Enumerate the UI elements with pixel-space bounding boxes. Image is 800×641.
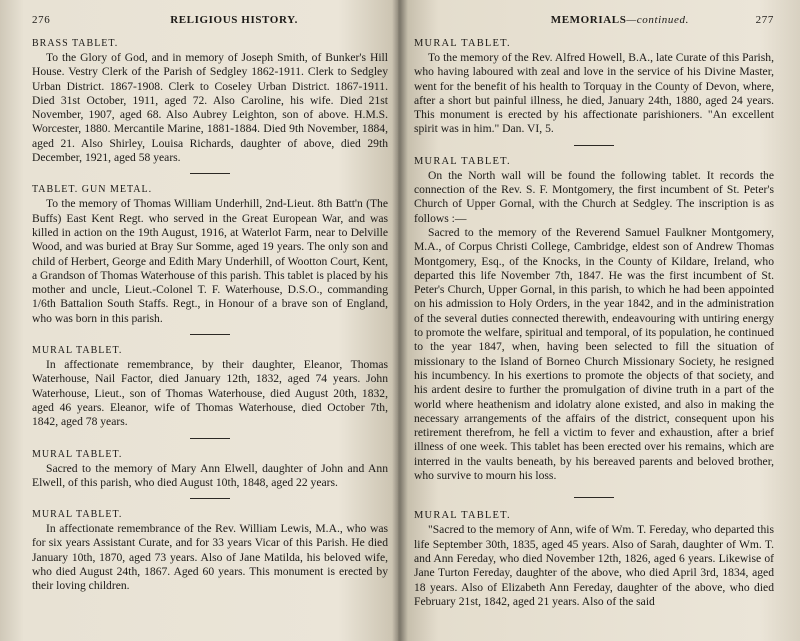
running-head-right [414,14,774,26]
section-divider [190,173,230,174]
running-head-left [32,14,388,26]
section-heading: MURAL TABLET. [32,509,123,521]
memorial-section [32,345,388,429]
running-title [551,14,689,26]
page-number: 277 [755,14,774,26]
memorial-section [32,449,388,491]
section-divider [574,145,614,146]
section-divider [190,334,230,335]
section-paragraph: On the North wall will be found the following tablet. It records the connection of the Rev. S. F. Montgomery, the first incumbent of St. Peter's Church of Upper Gornal, with the Church at Sedgley. The inscription is as follows :— [414,168,774,225]
section-paragraph: Sacred to the memory of the Reverend Samuel Faulkner Montgomery, M.A., of Corpus Christi College, Cambridge, eldest son of Andrew Thomas Montgomery, Esq., of the Knocks, in the County of Kildare, Ireland, who departed this life November 7th, 1847. He was the first incumbent of St. Peter's Church, Upper Gornal, in this parish, to which he had been appointed on his admission to Holy Orders, in the year 1842, and in the administration of the several duties connected therewith, endeavouring with untiring energy to promote the welfare, spiritual and temporal, of its population, he continued to the year 1847, when, having been selected to fill the situation of missionary to the Island of Borneo Church Missionary Society, he resigned his incumbency. In his exertions to promote the objects of that society, and his ardent desire to further the promulgation of divine truth in a part of the world where heathenism and idolatry alone existed, and also in making the necessary arrangements of the affairs of the district, consequent upon his retirement therefrom, he fell a victim to fever and exhaustion, after a brief illness of one week. This tablet has been erected over his remains, which are interred in the vaults beneath, by his bereaved parents and beloved brother, who survive to mourn his loss. [414,225,774,483]
running-title-main: MEMORIALS [550,14,627,26]
section-paragraph: To the memory of the Rev. Alfred Howell, B.A., late Curate of this Parish, who having laboured with zeal and love in the service of his Divine Master, went for the benefit of his health to Torquay in the County of Devon, where, after a short but painful illness, he died, January 24th, 1880, aged 24 years. This monument is erected by his affectionate parishioners. "An excellent spirit was in him." Dan. VI, 5. [414,51,774,136]
memorial-section [32,509,388,593]
running-title: RELIGIOUS HISTORY. [170,14,298,26]
running-title-continued: —continued. [626,14,689,26]
section-divider [190,438,230,439]
section-paragraph: To the Glory of God, and in memory of Joseph Smith, of Bunker's Hill House. Vestry Clerk of the Parish of Sedgley 1862-1911. Clerk to Sedgley Urban District. 1867-1908. Clerk to Coseley Urban District. 1867-1911. Died 31st October, 1911, aged 72. Also Caroline, his wife. Died 21st November, 1907, aged 68. Also Aubrey Leighton, son of above. H.M.S. Worcester, 1880. Mercantile Marine, 1881-1884. Died 9th November, 1884, aged 21. Also Shirley, Louisa Richards, daughter of above, died 29th December, 1921, aged 58 years. [32,51,388,165]
section-paragraph: Sacred to the memory of Mary Ann Elwell, daughter of John and Ann Elwell, of this parish, who died August 10th, 1848, aged 22 years. [32,461,388,489]
section-heading: BRASS TABLET. [32,38,119,49]
section-heading: MURAL TABLET. [32,448,123,460]
section-paragraph: To the memory of Thomas William Underhill, 2nd-Lieut. 8th Batt'n (The Buffs) East Kent Regt. who served in the Great European War, and was killed in action on the 19th August, 1916, at Waterlot Farm, near to Delville Wood, and was buried at Bray Sur Somme, aged 19 years. The only son and child of Herbert, George and Edith Mary Underhill, of Wootton Court, Kent, a Grandson of Thomas Waterhouse of this parish. This tablet is placed by his mother and uncle, Lieut.-Colonel T. F. Waterhouse, D.S.O., commanding 1/6th Battalion South Staffs. Regt., in Honour of a brave son of England, who was born in this parish. [32,197,388,325]
memorial-section [414,156,774,484]
memorial-section [32,184,388,326]
memorial-section [32,38,388,165]
right-page [398,0,800,641]
section-paragraph: In affectionate remembrance of the Rev. William Lewis, M.A., who was for six years Assistant Curate, and for 33 years Vicar of this Parish. He died January 10th, 1870, aged 73 years. Also of Jane Matilda, his beloved wife, who died August 24th, 1867. Aged 60 years. This monument is erected by their loving children. [32,522,388,593]
section-divider [190,498,230,499]
section-paragraph: "Sacred to the memory of Ann, wife of Wm. T. Fereday, who departed this life September 30th, 1835, aged 45 years. Also of Sarah, daughter of Wm. T. and Ann Fereday, who died November 12th, 1826, aged 6 years. Likewise of Jane Turton Fereday, daughter of the above, who died April 3rd, 1834, aged 18 years. Also of Elizabeth Ann Fereday, daughter of the above, who died February 21st, 1842, aged 21 years. Also of the said [414,523,774,608]
page-number: 276 [32,14,51,26]
section-paragraph: In affectionate remembrance, by their daughter, Eleanor, Thomas Waterhouse, Nail Factor, died January 12th, 1832, aged 74 years. John Waterhouse, Lieut., son of Thomas Waterhouse, died August 20th, 1832, aged 46 years. Eleanor, wife of Thomas Waterhouse, died October 7th, 1842, aged 78 years. [32,358,388,429]
left-page [0,0,398,641]
section-heading: MURAL TABLET. [32,345,123,357]
section-heading: MURAL TABLET. [414,155,511,167]
memorial-section [414,38,774,137]
section-divider [574,497,614,498]
section-heading: MURAL TABLET. [414,38,511,49]
book-gutter [392,0,408,641]
memorial-section [414,510,774,609]
section-heading: MURAL TABLET. [414,510,511,522]
section-heading: TABLET. GUN METAL. [32,184,153,196]
